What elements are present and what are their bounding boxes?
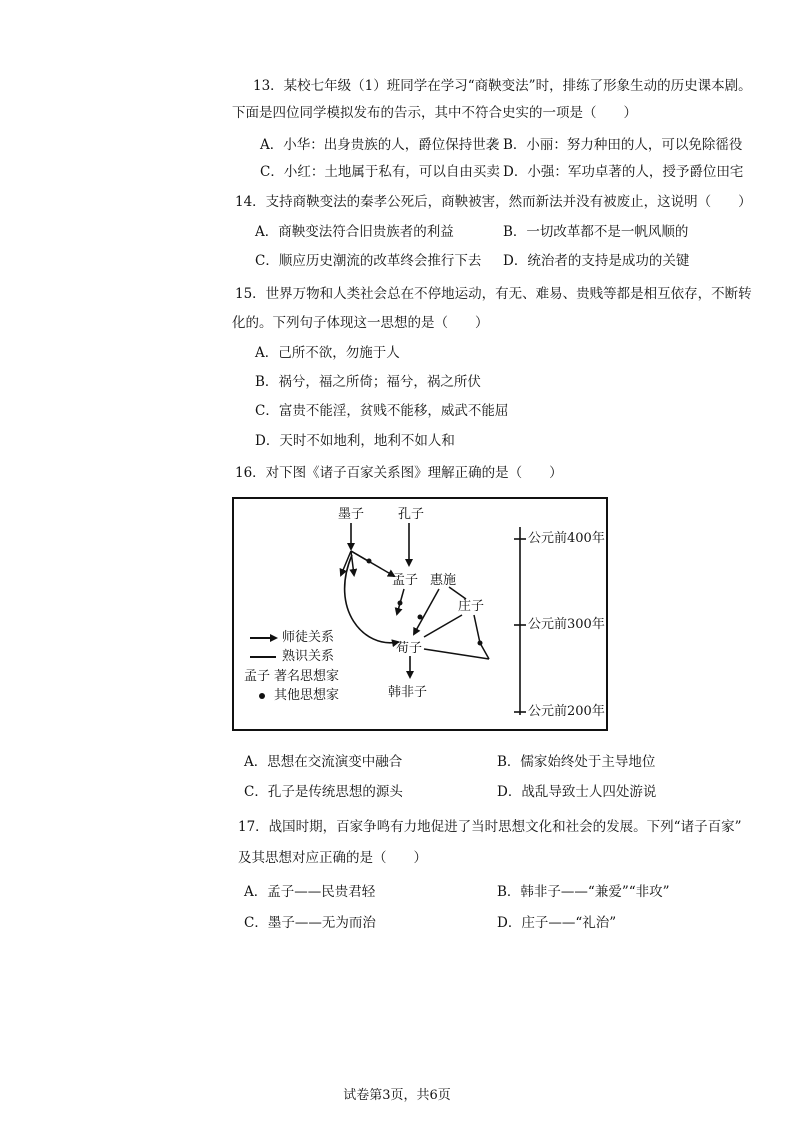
q17-option-a: A．孟子——民贵君轻 [244, 884, 376, 900]
node-zhuangzi: 庄子 [458, 599, 485, 614]
q17-option-b: B．韩非子——“兼爱”“非攻” [497, 884, 670, 900]
legend-famous-sample: 孟子 [244, 669, 271, 684]
q13-stem-line2: 下面是四位同学模拟发布的告示，其中不符合史实的一项是（ ） [232, 105, 637, 121]
zhuangzi-xunzi-link [424, 615, 462, 637]
legend-other-label: 其他思想家 [274, 688, 340, 703]
legend-acquaint-label: 熟识关系 [282, 649, 335, 664]
bottom-link [424, 649, 489, 659]
q14-option-b: B．一切改革都不是一帆风顺的 [503, 224, 689, 240]
q13-option-b: B．小丽：努力种田的人，可以免除徭役 [503, 137, 743, 153]
q14-option-c: C．顺应历史潮流的改革终会推行下去 [255, 253, 482, 269]
node-mozi: 墨子 [338, 507, 365, 522]
q15-stem-line1: 15．世界万物和人类社会总在不停地运动，有无、难易、贵贱等都是相互依存，不断转 [235, 286, 752, 302]
q16-option-a: A．思想在交流演变中融合 [244, 754, 403, 770]
q14-option-a: A．商鞅变法符合旧贵族者的利益 [255, 224, 454, 240]
timeline-label-300: 公元前300年 [528, 617, 605, 632]
node-xunzi: 荀子 [396, 641, 423, 656]
schools-relationship-diagram [232, 497, 608, 731]
q13-option-a: A．小华：出身贵族的人，爵位保持世袭 [260, 137, 500, 153]
q13-stem-line1: 13．某校七年级（1）班同学在学习“商鞅变法”时，排练了形象生动的历史课本剧。 [253, 78, 752, 94]
huishi-to-xunzi-arrow [414, 589, 439, 634]
timeline-label-200: 公元前200年 [528, 704, 605, 719]
q17-stem-line1: 17．战国时期，百家争鸣有力地促进了当时思想文化和社会的发展。下列“诸子百家” [238, 819, 742, 835]
q16-option-c: C．孔子是传统思想的源头 [244, 784, 403, 800]
other-thinker-dot [398, 601, 403, 606]
node-huishi: 惠施 [430, 573, 457, 588]
legend-teacher-label: 师徒关系 [282, 630, 335, 645]
page-footer: 试卷第3页，共6页 [343, 1088, 451, 1103]
q15-option-d: D．天时不如地利，地利不如人和 [255, 433, 455, 449]
q16-option-d: D．战乱导致士人四处游说 [497, 784, 657, 800]
mozi-link [351, 551, 368, 561]
q14-stem-line1: 14．支持商鞅变法的秦孝公死后，商鞅被害，然而新法并没有被废止，这说明（ ） [235, 194, 752, 210]
other-thinker-dot [478, 641, 483, 646]
mozi-disciple-arrow-2 [351, 551, 354, 575]
other-thinker-dot [367, 559, 372, 564]
legend-famous-label: 著名思想家 [274, 669, 340, 684]
q17-option-d: D．庄子——“礼治” [497, 915, 617, 931]
zhuangzi-right-link [474, 615, 489, 659]
q15-option-b: B．祸兮，福之所倚；福兮，祸之所伏 [255, 374, 481, 390]
q17-option-c: C．墨子——无为而治 [244, 915, 376, 931]
q15-stem-line2: 化的。下列句子体现这一思想的是（ ） [232, 315, 489, 331]
q13-option-c: C．小红：土地属于私有，可以自由买卖 [260, 164, 500, 180]
timeline-label-400: 公元前400年 [528, 531, 605, 546]
q16-stem-line1: 16．对下图《诸子百家关系图》理解正确的是（ ） [235, 465, 563, 481]
q13-option-d: D．小强：军功卓著的人，授予爵位田宅 [503, 164, 744, 180]
q15-option-a: A．己所不欲，勿施于人 [255, 345, 400, 361]
node-hanfeizi: 韩非子 [388, 685, 428, 700]
node-kongzi: 孔子 [398, 507, 425, 522]
other-thinker-dot [418, 615, 423, 620]
node-mengzi: 孟子 [392, 573, 419, 588]
q14-option-d: D．统治者的支持是成功的关键 [503, 253, 690, 269]
legend-dot-symbol [259, 693, 265, 699]
q15-option-c: C．富贵不能淫，贫贱不能移，威武不能屈 [255, 403, 509, 419]
q16-option-b: B．儒家始终处于主导地位 [497, 754, 656, 770]
q17-stem-line2: 及其思想对应正确的是（ ） [238, 850, 427, 866]
